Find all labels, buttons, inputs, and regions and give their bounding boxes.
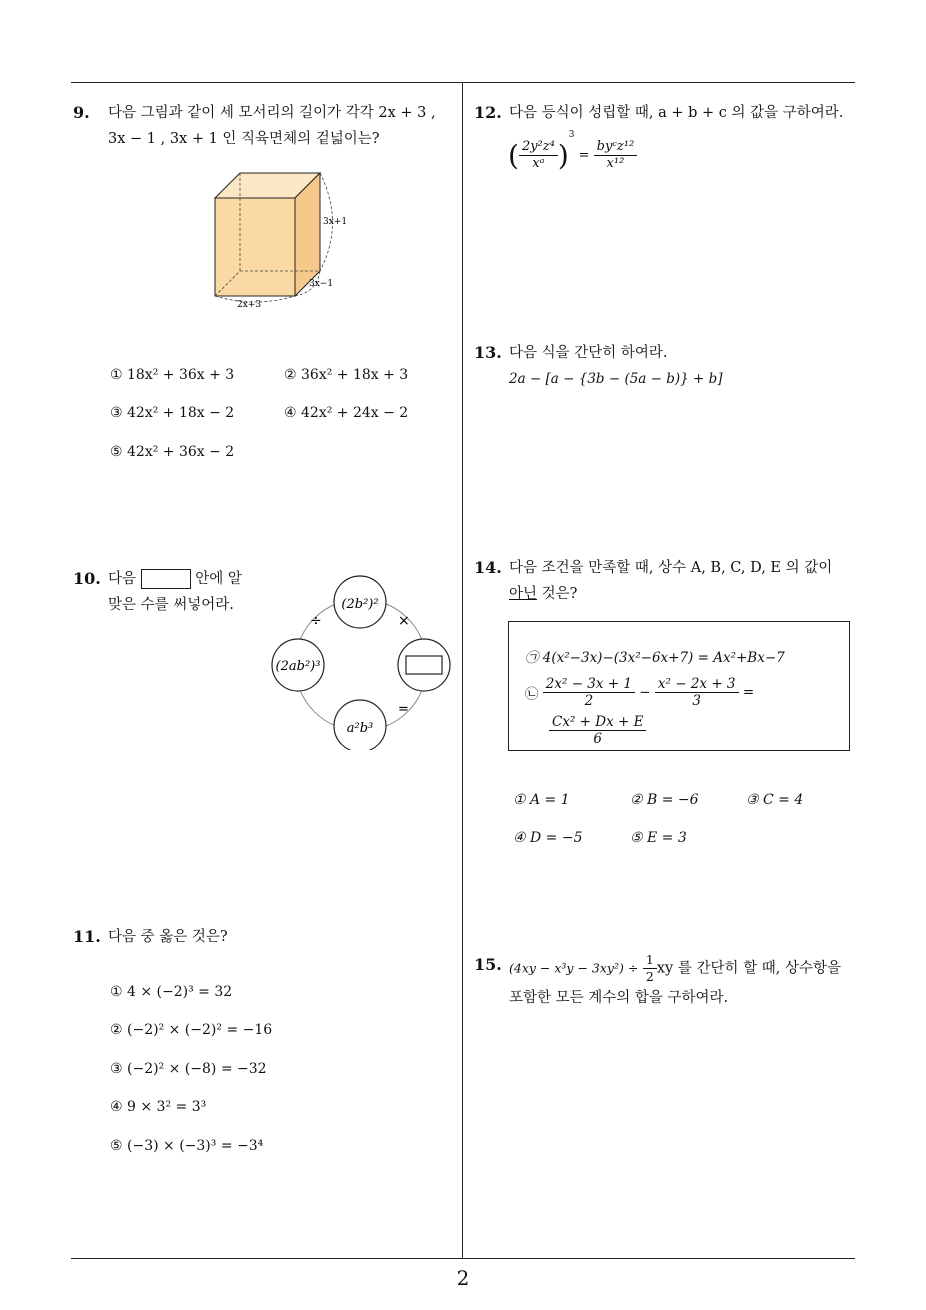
q11-option-2[interactable]: ② (−2)² × (−2)² = −16 [110,1022,273,1038]
q9-option-1[interactable]: ① 18x² + 36x + 3 [110,367,235,383]
stem-part-a: 다음 [108,571,137,587]
condition-2: ㉡ $\frac{\text{2x² − 3x + 1}}{2}$ − $\frac{\text{x² − 2x + 3}}{3}$ = [525,676,755,709]
height-label: 3x+1 [323,217,348,227]
conditions-box [508,621,850,751]
page-number: 2 [456,1266,470,1290]
q14-option-3[interactable]: ③ C = 4 [746,792,804,808]
q11-option-5[interactable]: ⑤ (−3) × (−3)³ = −3⁴ [110,1138,264,1154]
times-op: × [398,613,410,629]
q11-option-1[interactable]: ① 4 × (−2)³ = 32 [110,984,233,1000]
circle-top-text: (2b²)² [341,597,379,612]
q11-option-4[interactable]: ④ 9 × 3² = 3³ [110,1099,207,1115]
question-stem-line1: 다음 조건을 만족할 때, 상수 A, B, C, D, E 의 값이 [509,560,833,576]
q9-option-2[interactable]: ② 36x² + 18x + 3 [284,367,409,383]
condition-2-rhs: $\frac{\text{Cx² + Dx + E}}{6}$ [549,714,646,747]
question-stem: 다음 중 옳은 것은? [108,929,228,945]
q14-option-1[interactable]: ① A = 1 [513,792,570,808]
question-number: 11. [73,927,101,946]
q9-option-5[interactable]: ⑤ 42x² + 36x − 2 [110,444,235,460]
question-stem: 다음 등식이 성립할 때, a + b + c 의 값을 구하여라. [509,105,844,121]
question-stem-line2: 3x − 1 , 3x + 1 인 직육면체의 겉넓이는? [108,131,380,147]
expression: 2a − [a − {3b − (5a − b)} + b] [509,371,723,387]
condition-1: ㉠ 4(x²−3x)−(3x²−6x+7) = Ax²+Bx−7 [525,650,785,666]
question-number: 13. [474,343,502,362]
bottom-rule [71,1258,855,1259]
top-rule [71,82,855,83]
q11-option-3[interactable]: ③ (−2)² × (−8) = −32 [110,1061,267,1077]
width-label: 2x+3 [237,300,262,310]
circle-diagram [268,570,458,750]
question-number: 12. [474,103,502,122]
question-stem: 다음 식을 간단히 하여라. [509,345,668,361]
question-stem-line1: 다음 그림과 같이 세 모서리의 길이가 각각 2x + 3 , [108,105,436,121]
underlined-word: 아닌 [509,586,538,602]
equals-op: = [398,702,409,717]
question-stem-line2: 포함한 모든 계수의 합을 구하여라. [509,990,729,1006]
blank-box [141,569,191,589]
question-number: 10. [73,569,101,588]
q12-equation: ( $\frac{\text{2y²z⁴}}{\text{xᵃ}}$ )$^3$ = $\frac{\text{byᶜz¹²}}{\text{x¹²}}$ [508,130,637,172]
q9-option-4[interactable]: ④ 42x² + 24x − 2 [284,405,409,421]
q14-option-5[interactable]: ⑤ E = 3 [630,830,687,846]
question-number: 15. [474,955,502,974]
question-stem-line2: 맞은 수를 써넣어라. [108,597,234,613]
cuboid-figure [205,168,365,313]
question-number: 14. [474,558,502,577]
question-number: 9. [73,103,90,122]
circle-bottom-text: a²b³ [346,721,374,736]
divide-op: ÷ [310,613,322,629]
q9-option-3[interactable]: ③ 42x² + 18x − 2 [110,405,235,421]
q14-option-4[interactable]: ④ D = −5 [513,830,583,846]
depth-label: 3x−1 [309,279,334,289]
q14-option-2[interactable]: ② B = −6 [630,792,699,808]
circle-left-text: (2ab²)³ [275,659,321,674]
column-divider [462,83,463,1259]
stem-part-b: 안에 알 [195,571,242,587]
